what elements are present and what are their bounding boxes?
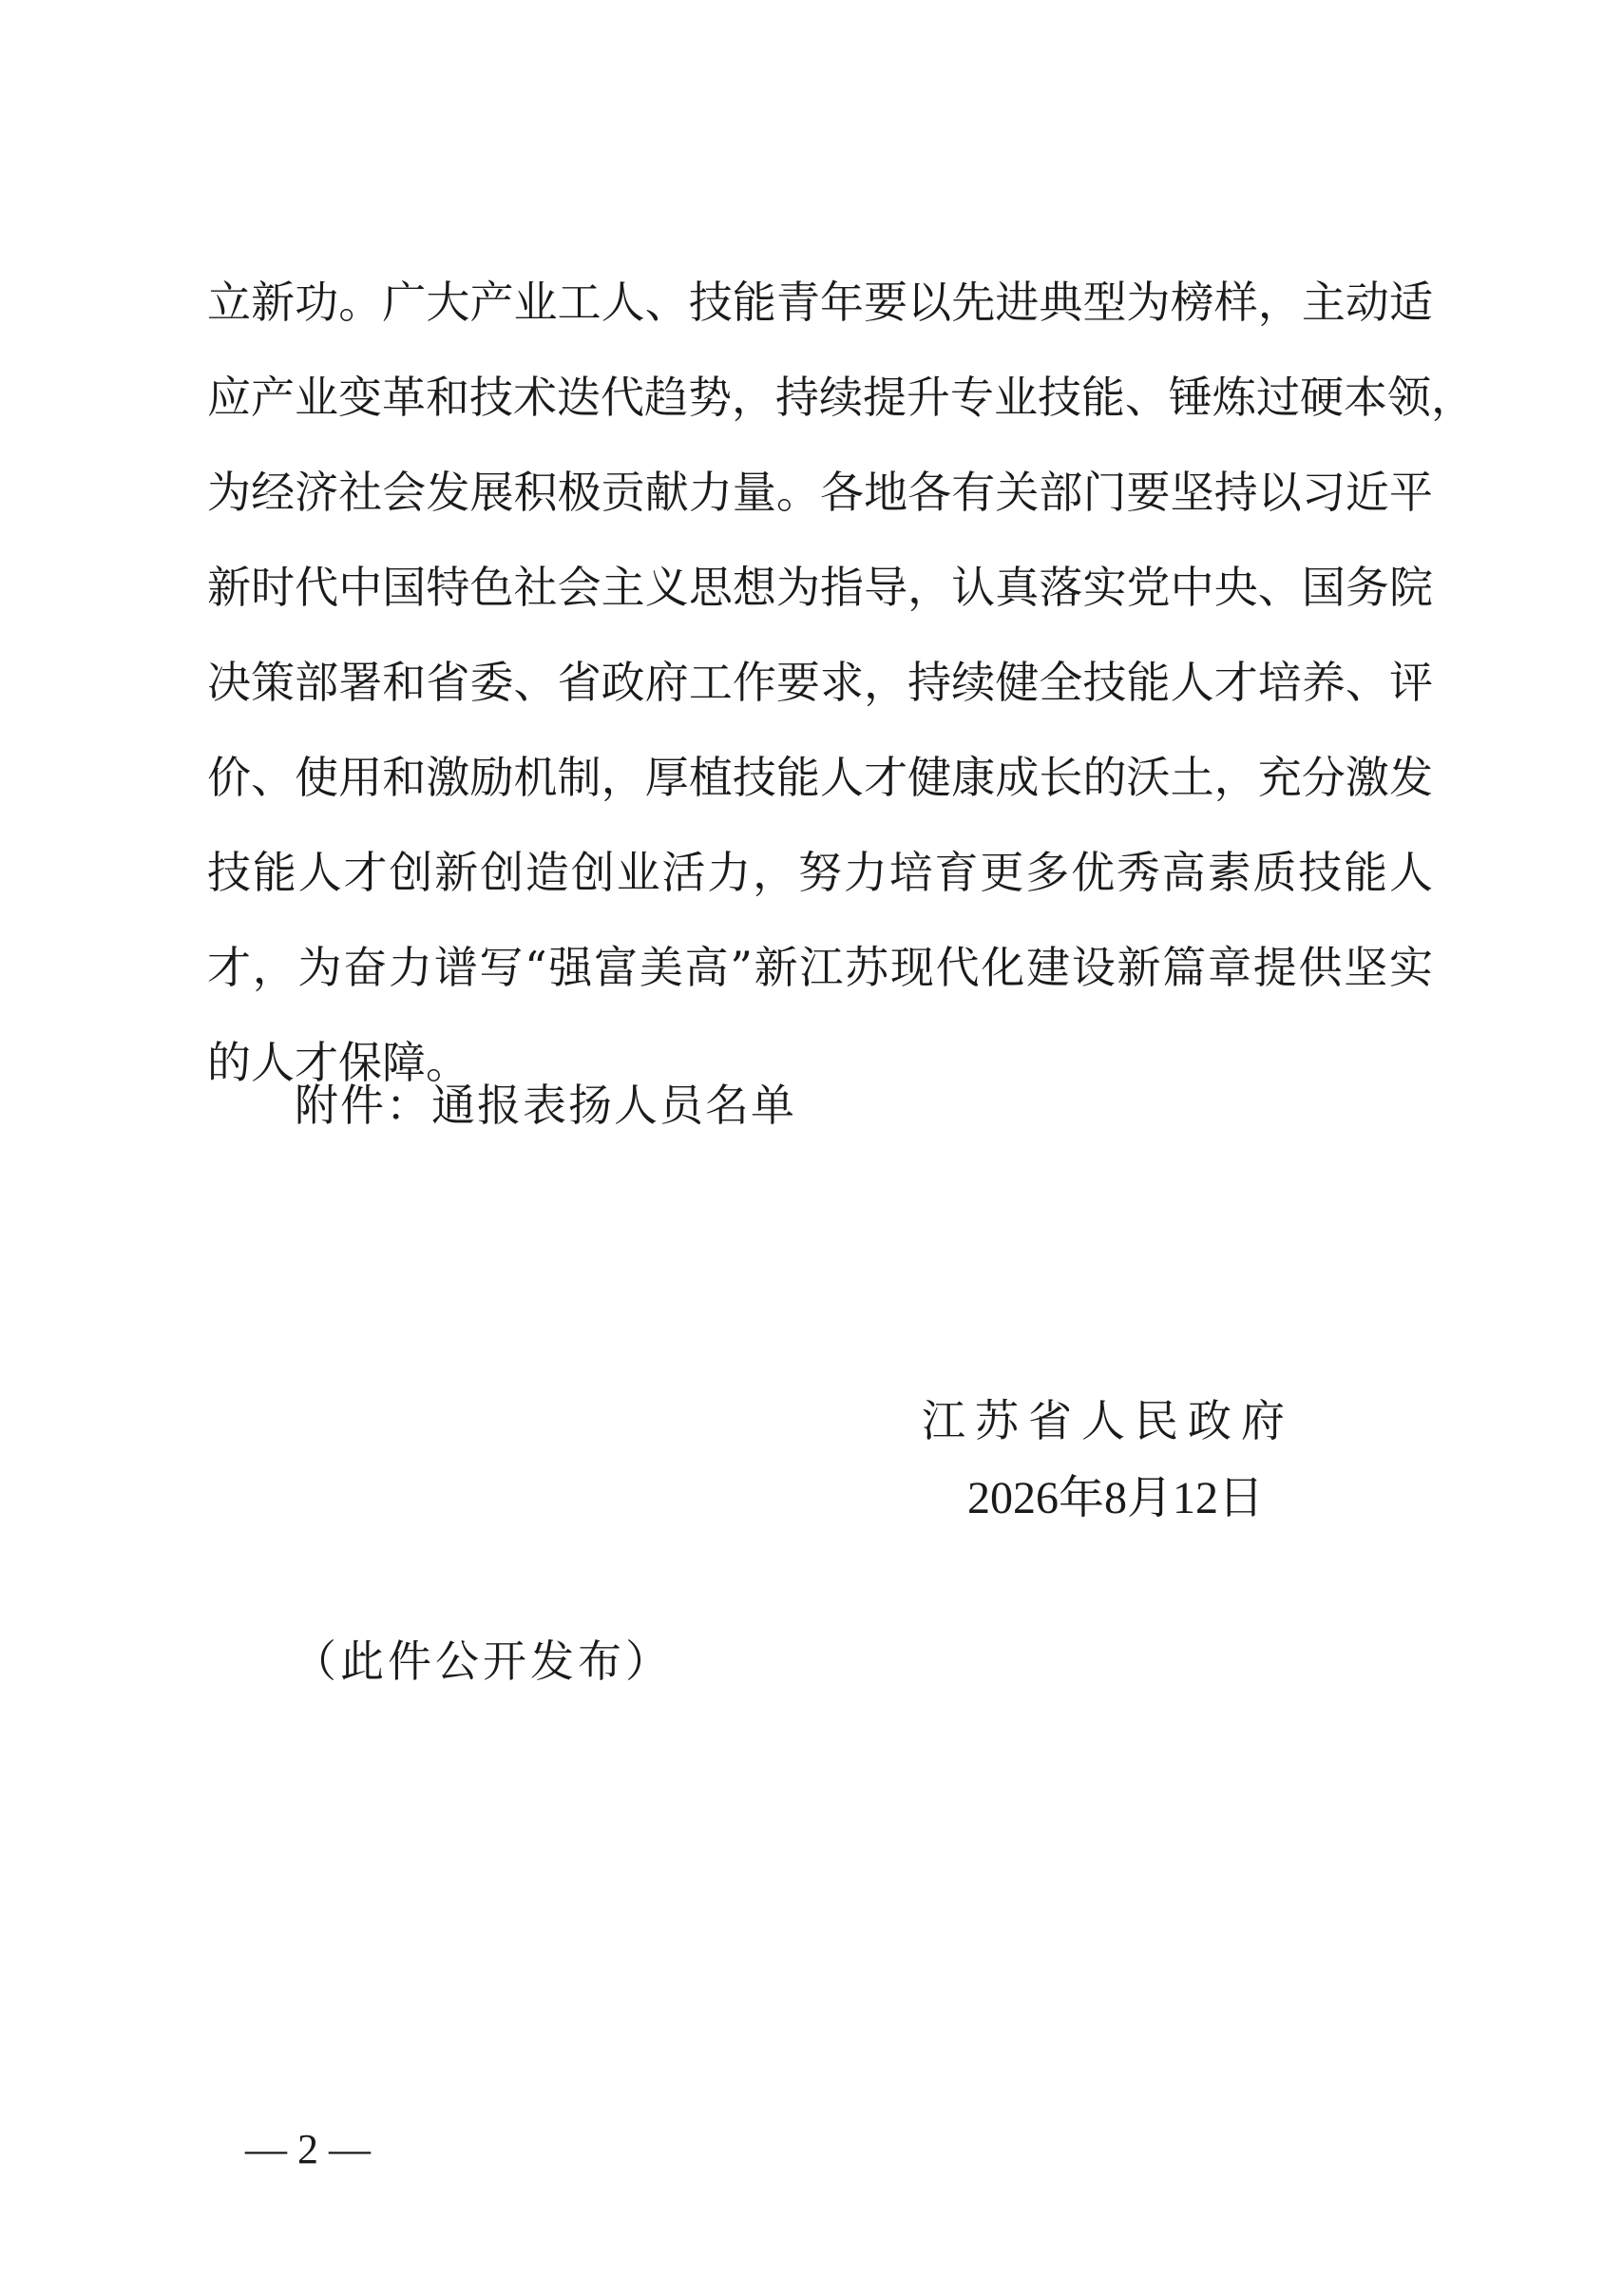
issuer-signature: 江苏省人民政府: [922, 1395, 1294, 1446]
body-line: 才，为奋力谱写“强富美高”新江苏现代化建设新篇章提供坚实: [207, 942, 1433, 993]
body-line: 为经济社会发展积极贡献力量。各地各有关部门要坚持以习近平: [207, 467, 1433, 518]
publish-note: （此件公开发布）: [293, 1636, 673, 1687]
body-line: 立新功。广大产业工人、技能青年要以先进典型为榜样，主动适: [207, 277, 1433, 328]
body-line: 价、使用和激励机制，厚植技能人才健康成长的沃土，充分激发: [207, 752, 1433, 803]
body-line: 新时代中国特色社会主义思想为指导，认真落实党中央、国务院: [207, 562, 1433, 613]
body-line: 的人才保障。: [207, 1037, 469, 1088]
body-line: 应产业变革和技术迭代趋势，持续提升专业技能、锤炼过硬本领，: [207, 372, 1475, 423]
body-line: 技能人才创新创造创业活力，努力培育更多优秀高素质技能人: [207, 847, 1433, 898]
body-line: 决策部署和省委、省政府工作要求，持续健全技能人才培养、评: [207, 657, 1433, 708]
attachment-note: 附件：通报表扬人员名单: [295, 1080, 796, 1131]
page-number: — 2 —: [245, 2126, 371, 2172]
issue-date: 2026年8月12日: [967, 1473, 1265, 1523]
body-paragraph: [207, 255, 1475, 1110]
